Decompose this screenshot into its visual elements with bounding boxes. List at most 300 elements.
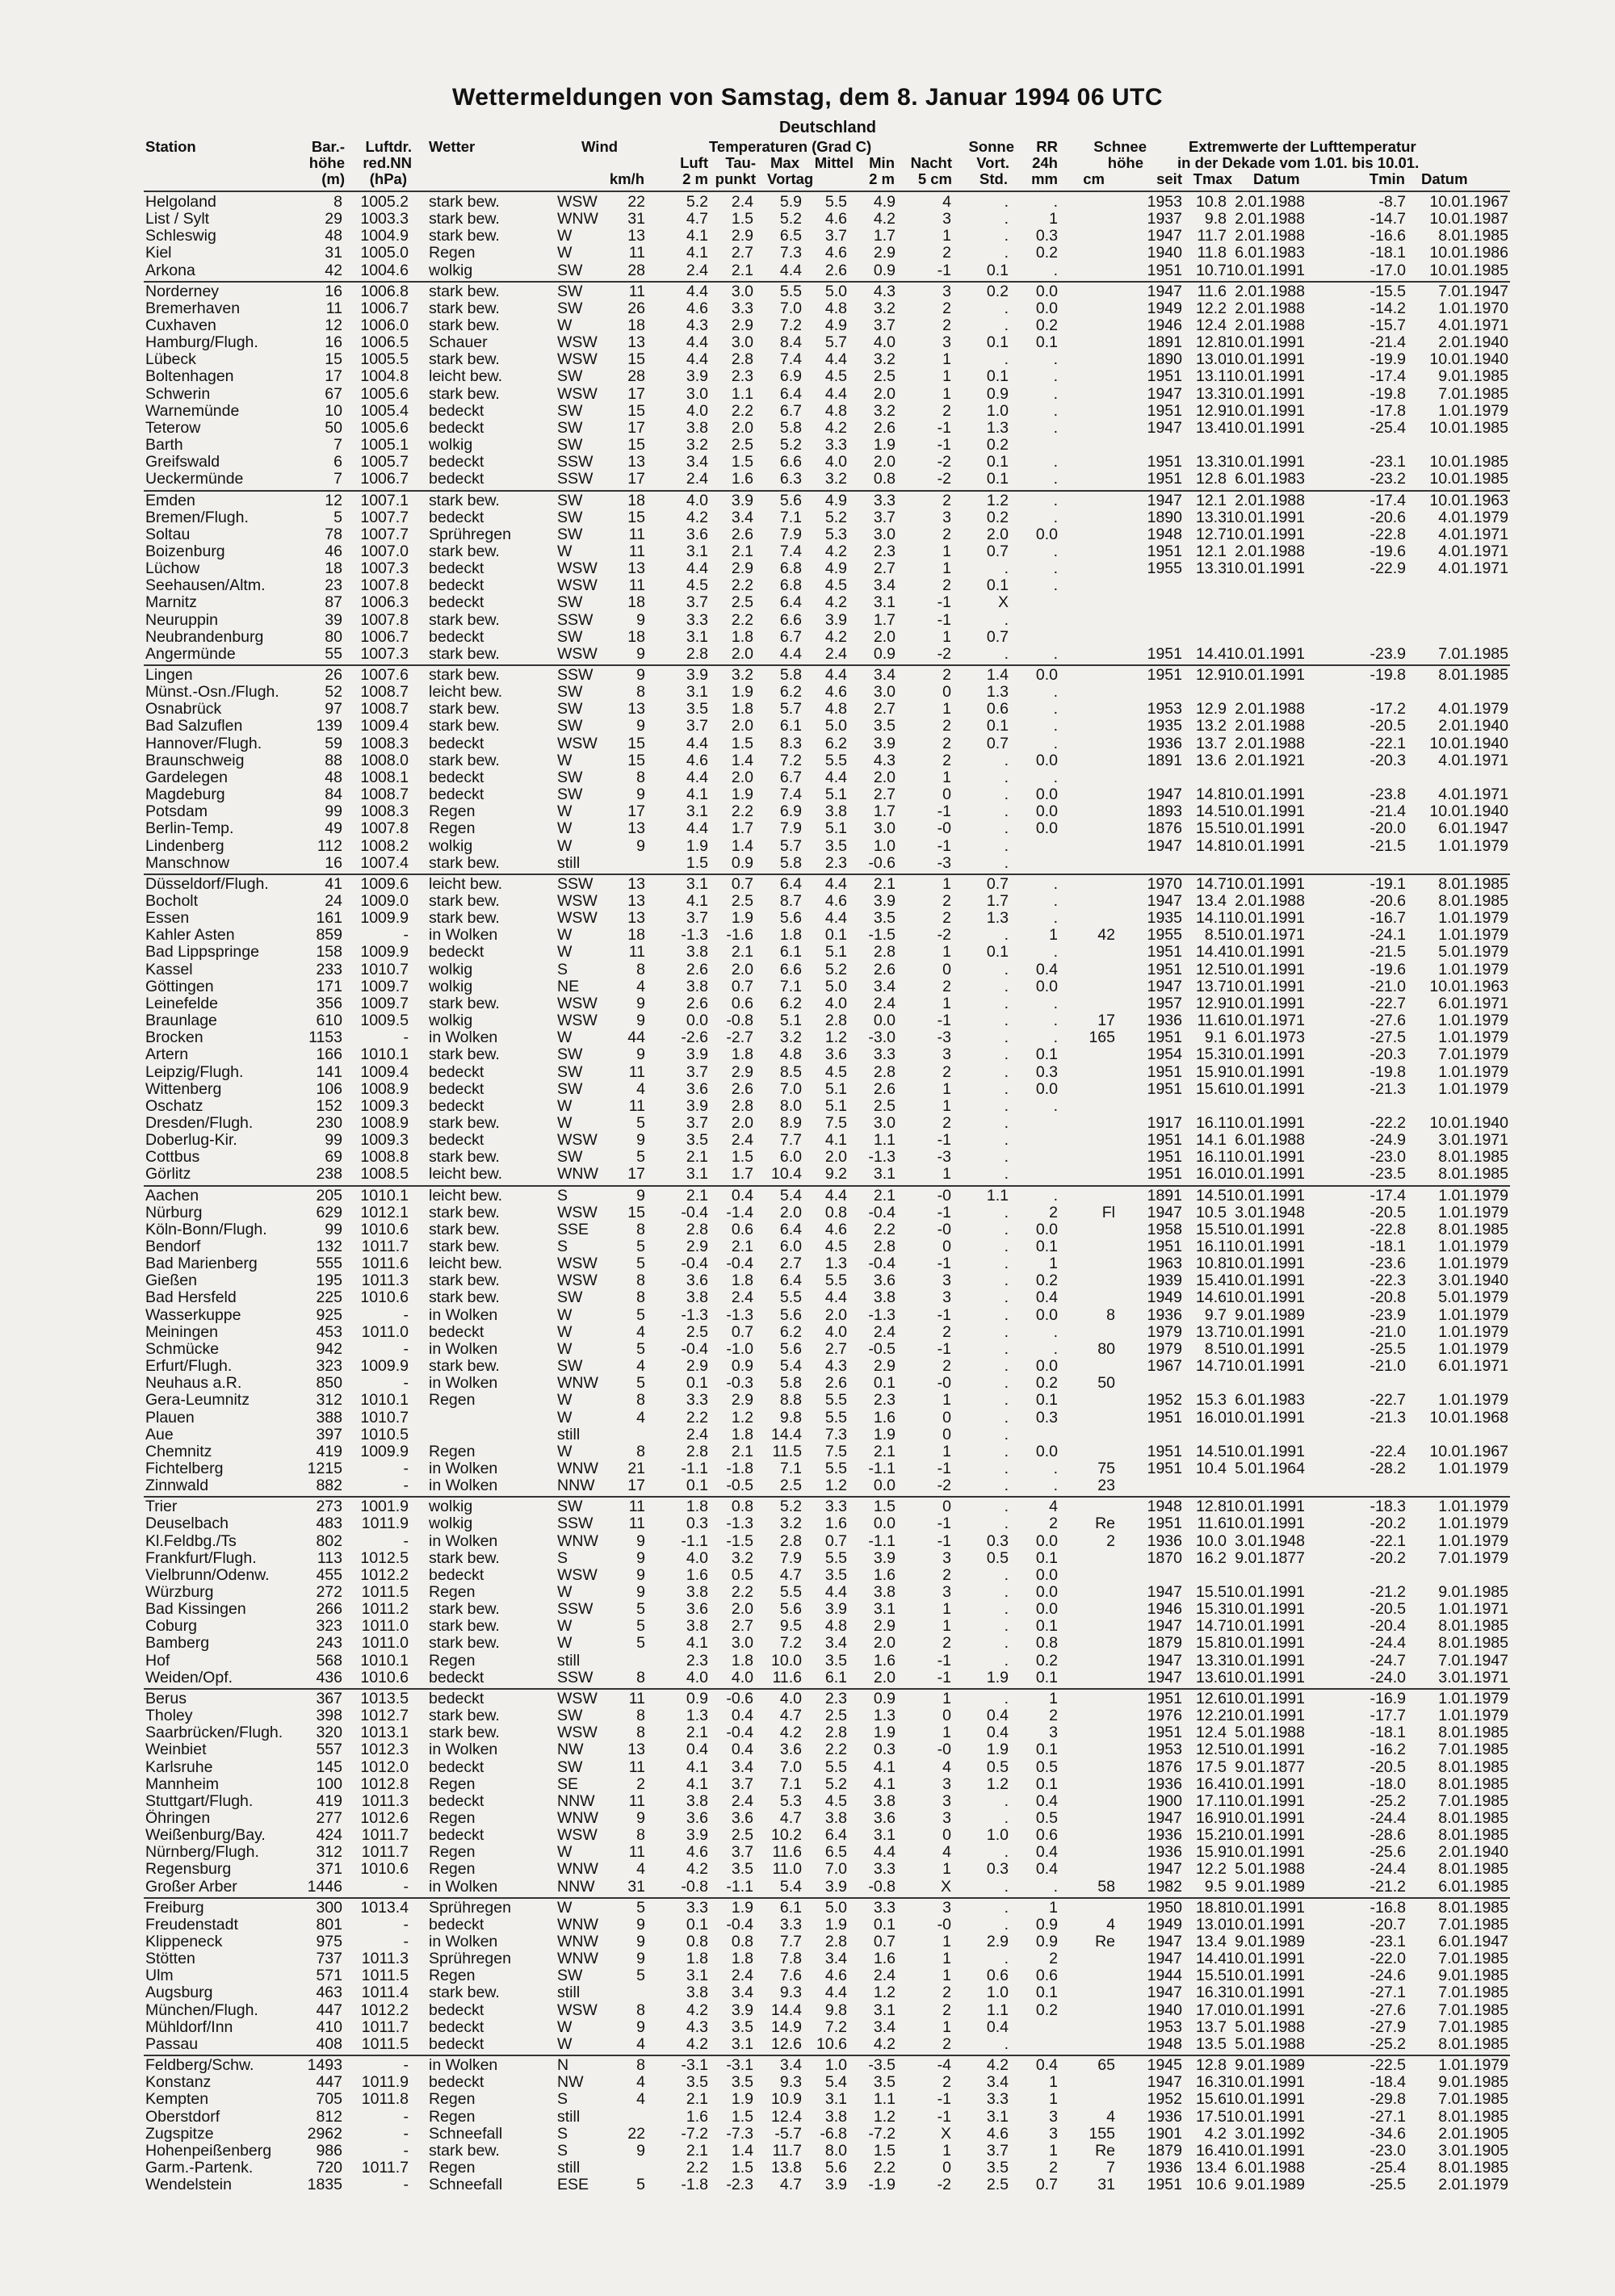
record-since: 1948 bbox=[1147, 1498, 1182, 1515]
table-row bbox=[0, 820, 1615, 837]
record-tmax: 12.7 bbox=[1196, 526, 1227, 543]
mean-temp-prev-day: 4.9 bbox=[824, 316, 847, 334]
record-tmax-date: 10.01.1991 bbox=[1226, 1357, 1305, 1375]
night-min-5cm: 1 bbox=[942, 1391, 951, 1409]
wind-direction: WSW bbox=[557, 1272, 598, 1289]
record-tmin: -27.5 bbox=[1370, 1029, 1406, 1046]
mean-temp-prev-day: 2.3 bbox=[824, 1690, 847, 1707]
weather: stark bew. bbox=[429, 1724, 500, 1741]
record-tmin-date: 1.01.1979 bbox=[1438, 1029, 1508, 1046]
night-min-5cm: -2 bbox=[937, 1477, 951, 1494]
station-name: Nürnberg/Flugh. bbox=[145, 1843, 259, 1861]
dew-point: 3.1 bbox=[731, 2035, 753, 2053]
wind-speed: 13 bbox=[627, 700, 645, 718]
precipitation-24h: 0.0 bbox=[1035, 978, 1058, 995]
weather: in Wolken bbox=[429, 1340, 498, 1358]
table-row bbox=[0, 1307, 1615, 1324]
barometer-height: 233 bbox=[316, 961, 342, 978]
record-since: 1891 bbox=[1147, 752, 1182, 769]
record-tmax-date: 3.01.1948 bbox=[1235, 1532, 1305, 1550]
barometer-height: 145 bbox=[316, 1758, 342, 1776]
header-rr-3: mm bbox=[1031, 170, 1058, 187]
precipitation-24h: . bbox=[1053, 717, 1058, 735]
record-since: 1951 bbox=[1147, 645, 1182, 663]
record-tmax-date: 10.01.1991 bbox=[1226, 1967, 1305, 1984]
record-tmax: 12.9 bbox=[1196, 995, 1227, 1012]
dew-point: -2.7 bbox=[726, 1029, 753, 1046]
precipitation-24h: 0.1 bbox=[1035, 1549, 1058, 1567]
record-tmin-date: 7.01.1985 bbox=[1438, 1916, 1508, 1934]
night-min-5cm: 3 bbox=[942, 509, 951, 526]
weather: stark bew. bbox=[429, 492, 500, 509]
record-tmin: -21.0 bbox=[1370, 978, 1406, 995]
table-row bbox=[0, 262, 1615, 279]
air-temp: 3.5 bbox=[686, 700, 708, 718]
record-tmin: -18.0 bbox=[1370, 1775, 1406, 1793]
air-temp: -1.1 bbox=[681, 1460, 708, 1477]
mean-temp-prev-day: 5.5 bbox=[824, 1460, 847, 1477]
header-wind-unit: km/h bbox=[609, 170, 644, 187]
wind-direction: SW bbox=[557, 1758, 583, 1776]
snow-depth: 50 bbox=[1097, 1374, 1115, 1392]
mean-temp-prev-day: 1.2 bbox=[824, 1477, 847, 1494]
record-tmax-date: 10.01.1971 bbox=[1226, 1012, 1305, 1029]
min-temp: -3.5 bbox=[868, 2056, 896, 2074]
record-tmin-date: 8.01.1985 bbox=[1438, 2035, 1508, 2053]
air-pressure: 1007.8 bbox=[360, 576, 409, 594]
max-temp-prev-day: 7.0 bbox=[779, 300, 802, 317]
wind-direction: W bbox=[557, 752, 573, 769]
station-name: Tholey bbox=[145, 1707, 193, 1724]
max-temp-prev-day: 4.8 bbox=[779, 1045, 802, 1063]
record-tmax-date: 10.01.1991 bbox=[1226, 1899, 1305, 1917]
sunshine-hours: 0.1 bbox=[986, 717, 1009, 735]
min-temp: 2.7 bbox=[873, 700, 896, 718]
mean-temp-prev-day: 5.2 bbox=[824, 961, 847, 978]
dew-point: -1.1 bbox=[726, 1878, 753, 1896]
record-tmax-date: 9.01.1989 bbox=[1235, 2176, 1305, 2193]
air-temp: 3.2 bbox=[686, 436, 708, 454]
record-tmin-date: 10.01.1940 bbox=[1429, 1114, 1508, 1132]
record-since: 1947 bbox=[1147, 1933, 1182, 1950]
sunshine-hours: 1.9 bbox=[986, 1741, 1009, 1758]
station-name: Schwerin bbox=[145, 385, 211, 403]
wind-direction: SW bbox=[557, 300, 583, 317]
wind-direction: WSW bbox=[557, 333, 598, 351]
wind-direction: SW bbox=[557, 683, 583, 701]
barometer-height: 1215 bbox=[307, 1460, 342, 1477]
record-tmax-date: 10.01.1991 bbox=[1226, 1045, 1305, 1063]
header-extremwerte-1: Extremwerte der Lufttemperatur bbox=[1189, 138, 1416, 155]
record-since: 1951 bbox=[1147, 1080, 1182, 1098]
record-tmax-date: 2.01.1988 bbox=[1235, 892, 1305, 910]
wind-direction: W bbox=[557, 2035, 573, 2053]
weather: Regen bbox=[429, 2108, 476, 2126]
wind-direction: SW bbox=[557, 1707, 583, 1724]
snow-depth: 31 bbox=[1097, 2176, 1115, 2193]
min-temp: 2.0 bbox=[873, 628, 896, 646]
mean-temp-prev-day: 4.4 bbox=[824, 666, 847, 684]
table-row bbox=[0, 752, 1615, 769]
dew-point: 0.7 bbox=[731, 875, 753, 893]
sunshine-hours: 0.7 bbox=[986, 875, 1009, 893]
precipitation-24h: 0.1 bbox=[1035, 1617, 1058, 1635]
dew-point: 2.5 bbox=[731, 892, 753, 910]
record-tmax: 12.2 bbox=[1196, 1707, 1227, 1724]
night-min-5cm: 2 bbox=[942, 402, 951, 420]
air-pressure: 1011.0 bbox=[361, 1634, 409, 1652]
air-temp: -0.4 bbox=[681, 1340, 708, 1358]
mean-temp-prev-day: 0.1 bbox=[824, 926, 847, 944]
record-tmax: 12.1 bbox=[1196, 543, 1227, 560]
max-temp-prev-day: 4.2 bbox=[779, 1724, 802, 1741]
record-since: 1944 bbox=[1147, 1967, 1182, 1984]
station-name: Nürburg bbox=[145, 1204, 203, 1221]
min-temp: 3.3 bbox=[873, 1045, 896, 1063]
min-temp: 2.6 bbox=[873, 419, 896, 437]
air-pressure: - bbox=[403, 1933, 409, 1950]
record-since: 1953 bbox=[1147, 1741, 1182, 1758]
wind-speed: 9 bbox=[636, 837, 645, 855]
wind-direction: NNW bbox=[557, 1477, 595, 1494]
precipitation-24h: 0.0 bbox=[1035, 1357, 1058, 1375]
wind-speed: 8 bbox=[636, 1707, 645, 1724]
table-row bbox=[0, 577, 1615, 594]
weather: leicht bew. bbox=[429, 1165, 503, 1183]
max-temp-prev-day: 7.2 bbox=[779, 752, 802, 769]
sunshine-hours: 0.7 bbox=[986, 628, 1009, 646]
mean-temp-prev-day: 7.0 bbox=[824, 1860, 847, 1878]
precipitation-24h: 0.4 bbox=[1035, 1288, 1058, 1306]
min-temp: 1.6 bbox=[873, 1566, 896, 1584]
record-tmax-date: 9.01.1989 bbox=[1235, 1306, 1305, 1324]
air-pressure: 1004.8 bbox=[360, 367, 409, 385]
record-tmin: -19.1 bbox=[1370, 875, 1406, 893]
mean-temp-prev-day: 4.0 bbox=[824, 1323, 847, 1341]
weather: bedeckt bbox=[429, 786, 484, 803]
record-since: 1947 bbox=[1147, 2073, 1182, 2091]
table-row bbox=[0, 1012, 1615, 1029]
record-tmax: 9.1 bbox=[1204, 1029, 1227, 1046]
dew-point: -2.3 bbox=[726, 2176, 753, 2193]
air-temp: 4.1 bbox=[686, 892, 708, 910]
dew-point: 1.9 bbox=[731, 786, 753, 803]
max-temp-prev-day: 5.4 bbox=[779, 1878, 802, 1896]
dew-point: -0.4 bbox=[726, 1724, 753, 1741]
table-row bbox=[0, 1550, 1615, 1567]
night-min-5cm: 2 bbox=[942, 1634, 951, 1652]
barometer-height: 99 bbox=[325, 1131, 342, 1149]
station-name: Hof bbox=[145, 1652, 170, 1670]
record-tmax: 14.1 bbox=[1196, 909, 1227, 927]
night-min-5cm: 3 bbox=[942, 283, 951, 300]
barometer-height: 161 bbox=[316, 909, 342, 927]
weather: wolkig bbox=[429, 961, 473, 978]
barometer-height: 610 bbox=[316, 1012, 342, 1029]
record-tmax: 13.0 bbox=[1196, 1916, 1227, 1934]
max-temp-prev-day: 7.8 bbox=[779, 1950, 802, 1967]
barometer-height: 882 bbox=[316, 1477, 342, 1494]
table-row bbox=[0, 1460, 1615, 1477]
weather: bedeckt bbox=[429, 2073, 484, 2091]
air-pressure: 1010.7 bbox=[360, 1409, 409, 1427]
air-pressure: 1011.5 bbox=[361, 1967, 409, 1984]
wind-direction: WSW bbox=[557, 1131, 598, 1149]
dew-point: 2.1 bbox=[731, 262, 753, 279]
night-min-5cm: 1 bbox=[942, 1443, 951, 1460]
weather: stark bew. bbox=[429, 1707, 500, 1724]
mean-temp-prev-day: 8.0 bbox=[824, 2142, 847, 2160]
mean-temp-prev-day: 2.2 bbox=[824, 1741, 847, 1758]
precipitation-24h: 0.0 bbox=[1035, 1600, 1058, 1618]
barometer-height: 801 bbox=[316, 1916, 342, 1934]
weather: stark bew. bbox=[429, 1617, 500, 1635]
wind-speed: 9 bbox=[636, 995, 645, 1012]
air-temp: 4.3 bbox=[686, 2018, 708, 2036]
mean-temp-prev-day: 4.0 bbox=[824, 453, 847, 471]
table-row bbox=[0, 876, 1615, 893]
mean-temp-prev-day: 4.0 bbox=[824, 995, 847, 1012]
record-tmax: 12.9 bbox=[1196, 666, 1227, 684]
sunshine-hours: 1.2 bbox=[986, 1775, 1009, 1793]
wind-direction: SW bbox=[557, 492, 583, 509]
record-tmin-date: 1.01.1979 bbox=[1438, 1255, 1508, 1272]
record-tmax: 12.2 bbox=[1196, 1860, 1227, 1878]
air-pressure: 1011.7 bbox=[361, 2018, 409, 2036]
table-row bbox=[0, 454, 1615, 471]
wind-speed: 9 bbox=[636, 1583, 645, 1601]
dew-point: 2.0 bbox=[731, 1600, 753, 1618]
record-tmax: 15.3 bbox=[1196, 1391, 1227, 1409]
sunshine-hours: . bbox=[1004, 193, 1009, 211]
record-since: 1948 bbox=[1147, 526, 1182, 543]
air-pressure: - bbox=[403, 1374, 409, 1392]
record-tmin: -25.6 bbox=[1370, 1843, 1406, 1861]
weather: leicht bew. bbox=[429, 1187, 503, 1205]
wind-direction: W bbox=[557, 1323, 573, 1341]
wind-speed: 4 bbox=[636, 1357, 645, 1375]
sunshine-hours: . bbox=[1004, 1272, 1009, 1289]
record-tmin: -24.9 bbox=[1370, 1131, 1406, 1149]
record-tmin-date: 10.01.1940 bbox=[1429, 350, 1508, 368]
precipitation-24h: 2 bbox=[1049, 1950, 1058, 1967]
min-temp: 3.8 bbox=[873, 1792, 896, 1810]
wind-direction: W bbox=[557, 227, 573, 245]
sunshine-hours: 0.1 bbox=[986, 453, 1009, 471]
precipitation-24h: . bbox=[1053, 559, 1058, 577]
precipitation-24h: . bbox=[1053, 683, 1058, 701]
table-row bbox=[0, 927, 1615, 944]
record-tmax: 4.2 bbox=[1204, 2125, 1227, 2143]
record-since: 1936 bbox=[1147, 1775, 1182, 1793]
precipitation-24h: 0.5 bbox=[1035, 1758, 1058, 1776]
record-tmin: -20.3 bbox=[1370, 1045, 1406, 1063]
station-name: Lübeck bbox=[145, 350, 196, 368]
header-min-1: Min bbox=[869, 154, 895, 171]
record-since: 1876 bbox=[1147, 819, 1182, 837]
record-tmax-date: 10.01.1991 bbox=[1226, 1775, 1305, 1793]
wind-speed: 13 bbox=[627, 227, 645, 245]
record-tmin: -17.4 bbox=[1370, 367, 1406, 385]
air-pressure: 1012.6 bbox=[360, 1809, 409, 1827]
night-min-5cm: -1 bbox=[937, 1669, 951, 1686]
wind-speed: 11 bbox=[628, 943, 645, 961]
barometer-height: 436 bbox=[316, 1669, 342, 1686]
night-min-5cm: -1 bbox=[937, 593, 951, 611]
air-temp: 3.9 bbox=[686, 1826, 708, 1844]
dew-point: 2.1 bbox=[731, 1238, 753, 1255]
night-min-5cm: 4 bbox=[942, 193, 951, 211]
record-tmin-date: 8.01.1985 bbox=[1438, 2159, 1508, 2177]
station-name: Göttingen bbox=[145, 978, 214, 995]
header-wind: Wind bbox=[581, 138, 619, 155]
air-temp: 0.9 bbox=[686, 1690, 708, 1707]
max-temp-prev-day: 7.1 bbox=[779, 978, 802, 995]
night-min-5cm: 0 bbox=[942, 786, 951, 803]
air-pressure: 1006.7 bbox=[360, 300, 409, 317]
wind-speed: 8 bbox=[636, 1443, 645, 1460]
wind-speed: 5 bbox=[636, 1967, 645, 1984]
night-min-5cm: -1 bbox=[937, 1652, 951, 1670]
mean-temp-prev-day: 4.6 bbox=[824, 892, 847, 910]
air-pressure: 1005.2 bbox=[360, 193, 409, 211]
record-tmax: 13.3 bbox=[1196, 385, 1227, 403]
record-tmax: 10.4 bbox=[1196, 1460, 1227, 1477]
sunshine-hours: . bbox=[1004, 819, 1009, 837]
dew-point: 1.7 bbox=[731, 1165, 753, 1183]
precipitation-24h: 2 bbox=[1049, 2159, 1058, 2177]
sunshine-hours: . bbox=[1004, 786, 1009, 803]
air-temp: 5.2 bbox=[686, 193, 708, 211]
record-tmax-date: 2.01.1988 bbox=[1235, 300, 1305, 317]
air-pressure: - bbox=[403, 1916, 409, 1934]
max-temp-prev-day: 7.0 bbox=[779, 1758, 802, 1776]
min-temp: 2.0 bbox=[873, 1669, 896, 1686]
barometer-height: 106 bbox=[316, 1080, 342, 1098]
dew-point: 2.0 bbox=[731, 645, 753, 663]
weather: wolkig bbox=[429, 837, 473, 855]
min-temp: 4.1 bbox=[873, 1758, 896, 1776]
barometer-height: 367 bbox=[316, 1690, 342, 1707]
record-tmax: 15.6 bbox=[1196, 2090, 1227, 2108]
station-name: Wendelstein bbox=[145, 2176, 232, 2193]
barometer-height: 52 bbox=[325, 683, 342, 701]
night-min-5cm: 1 bbox=[942, 1097, 951, 1115]
record-tmin: -25.2 bbox=[1370, 1792, 1406, 1810]
max-temp-prev-day: 6.6 bbox=[779, 611, 802, 629]
wind-speed: 5 bbox=[636, 1148, 645, 1166]
station-name: Garm.-Partenk. bbox=[145, 2159, 254, 2177]
barometer-height: 397 bbox=[316, 1426, 342, 1443]
dew-point: 3.3 bbox=[731, 300, 753, 317]
table-row bbox=[0, 1861, 1615, 1878]
weather: stark bew. bbox=[429, 210, 500, 228]
air-pressure: 1005.0 bbox=[360, 244, 409, 262]
wind-direction: SW bbox=[557, 1498, 583, 1515]
max-temp-prev-day: 5.7 bbox=[779, 700, 802, 718]
sunshine-hours: 0.4 bbox=[986, 1707, 1009, 1724]
table-row bbox=[0, 684, 1615, 701]
wind-direction: WSW bbox=[557, 735, 598, 752]
record-tmax: 9.5 bbox=[1204, 1878, 1227, 1896]
record-tmin-date: 1.01.1979 bbox=[1438, 2056, 1508, 2074]
record-tmin: -14.2 bbox=[1370, 300, 1406, 317]
night-min-5cm: 2 bbox=[942, 526, 951, 543]
dew-point: 2.3 bbox=[731, 367, 753, 385]
record-tmin: -25.4 bbox=[1370, 2159, 1406, 2177]
mean-temp-prev-day: 3.9 bbox=[824, 611, 847, 629]
wind-direction: SW bbox=[557, 367, 583, 385]
barometer-height: 8 bbox=[333, 193, 342, 211]
station-name: Vielbrunn/Odenw. bbox=[145, 1566, 270, 1584]
header-luft-1: Luft bbox=[680, 154, 708, 171]
table-row bbox=[0, 2036, 1615, 2053]
weather: Regen bbox=[429, 1843, 476, 1861]
air-pressure: 1010.1 bbox=[360, 1652, 409, 1670]
sunshine-hours: 3.4 bbox=[986, 2073, 1009, 2091]
precipitation-24h: 1 bbox=[1049, 1255, 1058, 1272]
wind-speed: 5 bbox=[636, 1634, 645, 1652]
record-tmin-date: 8.01.1985 bbox=[1438, 1165, 1508, 1183]
max-temp-prev-day: 7.4 bbox=[779, 786, 802, 803]
header-bar-hoehe-2: höhe bbox=[308, 154, 345, 171]
record-tmin-date: 10.01.1967 bbox=[1429, 1443, 1508, 1460]
max-temp-prev-day: 5.6 bbox=[779, 492, 802, 509]
barometer-height: 18 bbox=[325, 559, 342, 577]
record-tmin: -20.5 bbox=[1370, 717, 1406, 735]
record-tmax: 15.9 bbox=[1196, 1843, 1227, 1861]
min-temp: 3.0 bbox=[873, 819, 896, 837]
precipitation-24h: 2 bbox=[1049, 1707, 1058, 1724]
record-tmin: -21.5 bbox=[1370, 943, 1406, 961]
table-row bbox=[0, 1984, 1615, 2001]
record-since: 1951 bbox=[1147, 1063, 1182, 1081]
wind-speed: 15 bbox=[627, 735, 645, 752]
record-tmax: 15.3 bbox=[1196, 1600, 1227, 1618]
weather: stark bew. bbox=[429, 1272, 500, 1289]
sunshine-hours: 0.5 bbox=[986, 1549, 1009, 1567]
record-since: 1947 bbox=[1147, 227, 1182, 245]
wind-direction: SW bbox=[557, 1288, 583, 1306]
air-temp: -1.1 bbox=[681, 1532, 708, 1550]
air-pressure: 1008.3 bbox=[360, 735, 409, 752]
dew-point: 2.9 bbox=[731, 316, 753, 334]
record-tmax: 11.7 bbox=[1197, 227, 1227, 245]
min-temp: 0.0 bbox=[873, 1012, 896, 1029]
sunshine-hours: 4.2 bbox=[986, 2056, 1009, 2074]
record-tmin-date: 9.01.1985 bbox=[1438, 2073, 1508, 2091]
record-tmin: -16.8 bbox=[1370, 1899, 1406, 1917]
sunshine-hours: 0.7 bbox=[986, 543, 1009, 560]
station-name: Kempten bbox=[145, 2090, 209, 2108]
wind-direction: W bbox=[557, 837, 573, 855]
dew-point: 0.6 bbox=[731, 1221, 753, 1238]
mean-temp-prev-day: 5.1 bbox=[824, 943, 847, 961]
barometer-height: 320 bbox=[316, 1724, 342, 1741]
wind-direction: SW bbox=[557, 628, 583, 646]
air-pressure: 1012.0 bbox=[360, 1758, 409, 1776]
dew-point: 1.5 bbox=[731, 1148, 753, 1166]
weather: bedeckt bbox=[429, 509, 484, 526]
sunshine-hours: 0.3 bbox=[986, 1532, 1009, 1550]
barometer-height: 11 bbox=[325, 300, 342, 317]
station-name: Gardelegen bbox=[145, 769, 228, 786]
mean-temp-prev-day: 3.5 bbox=[824, 1652, 847, 1670]
max-temp-prev-day: 4.4 bbox=[779, 645, 802, 663]
sunshine-hours: . bbox=[1004, 1131, 1009, 1149]
barometer-height: 447 bbox=[316, 2001, 342, 2019]
dew-point: 2.5 bbox=[731, 1826, 753, 1844]
